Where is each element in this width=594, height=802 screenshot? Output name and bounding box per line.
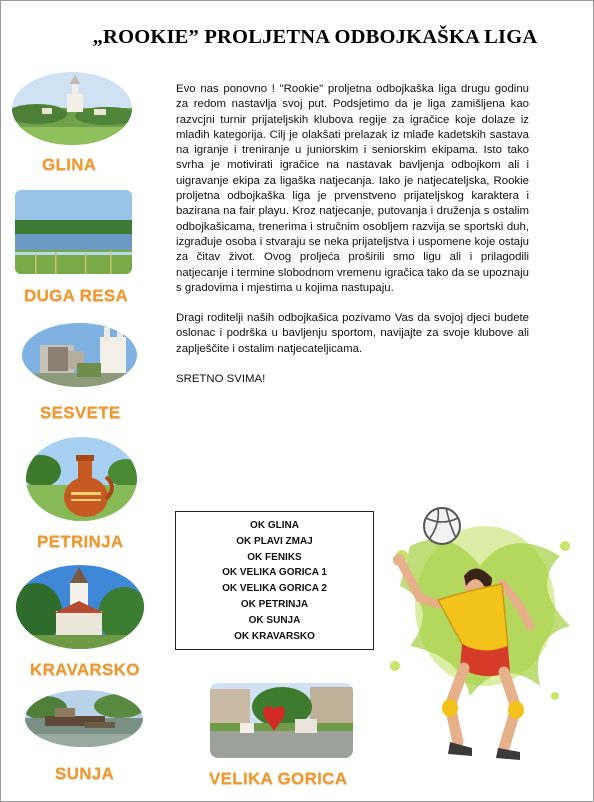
place-label-sesvete: SESVETE <box>40 403 121 422</box>
page-title: „ROOKIE” PROLJETNA ODBOJKAŠKA LIGA <box>92 26 538 48</box>
teams-box <box>175 511 374 650</box>
photo-petrinja <box>26 437 137 521</box>
place-label-glina: GLINA <box>42 155 97 174</box>
team-item: OK VELIKA GORICA 1 <box>222 567 327 579</box>
team-item: OK SUNJA <box>248 614 301 626</box>
intro-text <box>176 82 529 402</box>
photo-sesvete <box>22 323 137 387</box>
volleyball-player-icon <box>380 486 580 768</box>
photo-kravarsko <box>16 565 144 649</box>
team-item: OK FENIKS <box>247 551 302 563</box>
place-label-velika-gorica: VELIKA GORICA <box>209 769 348 788</box>
photo-velika-gorica <box>210 683 353 758</box>
teams-list <box>176 518 373 644</box>
team-item: OK GLINA <box>250 520 299 531</box>
photo-glina <box>12 72 132 145</box>
intro-paragraph: Evo nas ponovno ! "Rookie" proljetna odbojkaška liga drugu godinu za redom nastavlja svoj put. Podsjetimo da je liga zamišljena kao razvcjni turnir prijateljskih klubova regije za igračice koje dolaze iz mlađih kategorija. Cilj je olakšati prelazak iz mlađe kadetskih sastava na igranje i treniranje u juniorskim i seniorskim ekipama. Isto tako svrha je motivirati igračice na nastavak bavljenja odbojkom ali i uigravanje ekipa za ligaška natjecanja. Iako je natjecateljska, Rookie proljetna odbojkaška liga je prvenstveno prijateljskog karaktera i bazirana na fair playu. Kroz natjecanje, putovanja i druženja s ostalim odbojkašicama, trenerima i stručnim osobljem razvija se sportski duh, izgrađuje osoba i stvaraju se neka prijateljstva i uspomene koje ostaju za čitav život. Ovog proljeća proširili smo ligu ali i prilagodili natjecanje i termine slobodnom vremenu igračica tako da se upoznaju s gradovima i mjestima u kojima nastupaju. <box>176 83 529 294</box>
photo-duga-resa <box>15 190 132 274</box>
team-item: OK VELIKA GORICA 2 <box>222 583 327 595</box>
place-label-petrinja: PETRINJA <box>37 532 124 551</box>
parents-paragraph: Dragi roditelji naših odbojkašica pozivamo Vas da svojoj djeci budete oslonac i podrška u bavljenju sportom, navijajte za svoje klubove ali zaplješčite i ostalim natjecateljicama. <box>176 312 529 355</box>
team-item: OK PLAVI ZMAJ <box>236 535 313 547</box>
volleyball-ball <box>424 508 460 544</box>
team-item: OK KRAVARSKO <box>234 630 315 642</box>
team-item: OK PETRINJA <box>240 598 309 610</box>
place-label-duga-resa: DUGA RESA <box>24 286 129 305</box>
photo-sunja <box>25 690 143 747</box>
place-label-sunja: SUNJA <box>55 764 115 783</box>
closing-greeting: SRETNO SVIMA! <box>176 373 266 386</box>
place-label-kravarsko: KRAVARSKO <box>30 660 140 679</box>
